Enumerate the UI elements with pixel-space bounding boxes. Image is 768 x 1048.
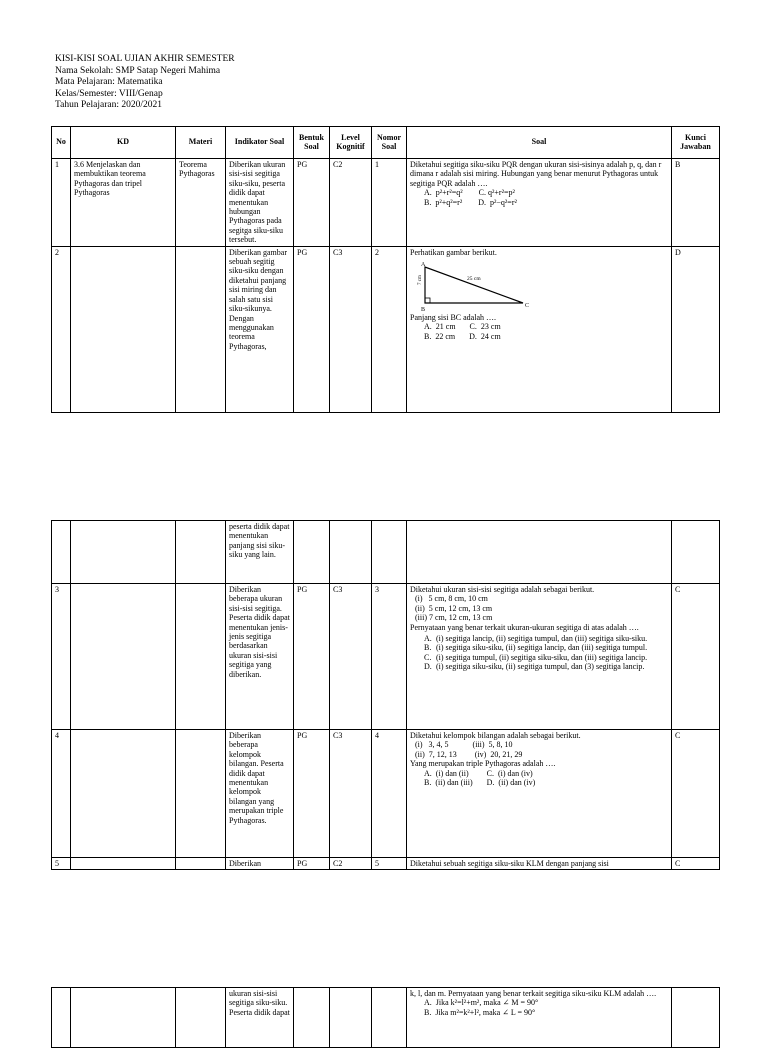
cell-nomor: 5 — [372, 858, 407, 870]
cell-indikator: peserta didik dapat menentukan panjang sisi siku- siku yang lain. — [226, 521, 294, 584]
cell-soal — [407, 988, 672, 1048]
list-item: (i) 5 cm, 8 cm, 10 cm — [415, 594, 488, 604]
answer-option: A. (i) segitiga lancip, (ii) segitiga tumpul, dan (iii) segitiga siku-siku. — [424, 634, 648, 644]
answer-options-line: B. Jika m²=k²+l², maka ∠ L = 90° — [424, 1007, 536, 1017]
answer-options-line: B. 22 cm D. 24 cm — [424, 331, 501, 341]
school-name: Nama Sekolah: SMP Satap Negeri Mahima — [55, 65, 221, 76]
list-item: (i) 3, 4, 5 (iii) 5, 8, 10 — [415, 740, 513, 750]
question-text: Yang merupakan triple Pythagoras adalah …. — [410, 759, 556, 769]
cell-kunci: D — [672, 246, 720, 412]
kisi-table-page3 — [51, 987, 720, 1048]
cell-bentuk: PG — [294, 159, 330, 247]
question-intro: Diketahui kelompok bilangan adalah sebagai berikut. — [410, 731, 581, 740]
col-header-level: Level Kognitif — [330, 127, 372, 159]
question-text: Pernyataan yang benar terkait ukuran-ukuran segitiga di atas adalah …. — [410, 622, 639, 632]
cell-bentuk: PG — [294, 246, 330, 412]
table-row — [52, 521, 720, 584]
answer-options-line: A. 21 cm C. 23 cm — [424, 322, 501, 332]
side-label: 7 cm — [418, 275, 423, 286]
cell-indikator: Diberikan beberapa ukuran sisi-sisi segitiga. Peserta didik dapat menentukan jenis-jenis segitiga berdasarkan ukuran sisi-sisi segitiga yang diberikan. — [226, 584, 294, 730]
class-semester: Kelas/Semester: VIII/Genap — [55, 88, 163, 99]
kisi-table-page2 — [51, 520, 720, 870]
cell-indikator: ukuran sisi-sisi segitiga siku-siku. Peserta didik dapat — [226, 988, 294, 1048]
col-header-kunci: Kunci Jawaban — [672, 127, 720, 159]
answer-options-line: A. Jika k²=l²+m², maka ∠ M = 90° — [424, 998, 539, 1008]
col-header-materi: Materi — [176, 127, 226, 159]
col-header-no: No — [52, 127, 71, 159]
cell-indikator: Diberikan beberapa kelompok bilangan. Peserta didik dapat menentukan kelompok bilangan yang merupakan triple Pythagoras. — [226, 730, 294, 858]
triangle-figure — [413, 261, 533, 311]
cell-nomor: 4 — [372, 730, 407, 858]
cell-nomor: 3 — [372, 584, 407, 730]
cell-level: C3 — [330, 584, 372, 730]
table-row — [52, 584, 720, 730]
cell-indikator: Diberikan — [226, 858, 294, 870]
list-item: (ii) 7, 12, 13 (iv) 20, 21, 29 — [415, 749, 523, 759]
vertex-label-c: C — [525, 303, 530, 310]
table-row — [52, 988, 720, 1048]
academic-year: Tahun Pelajaran: 2020/2021 — [55, 100, 162, 111]
vertex-label-a: A — [421, 262, 426, 269]
cell-level: C3 — [330, 246, 372, 412]
cell-level: C2 — [330, 159, 372, 247]
cell-nomor: 2 — [372, 246, 407, 412]
cell-no: 4 — [52, 730, 71, 858]
table-header-row — [52, 127, 720, 159]
answer-option: C. (i) segitiga tumpul, (ii) segitiga siku-siku, dan (iii) segitiga lancip. — [424, 652, 648, 662]
answer-option: B. (i) segitiga siku-siku, (ii) segitiga lancip, dan (iii) segitiga tumpul. — [424, 643, 648, 653]
col-header-kd: KD — [71, 127, 176, 159]
cell-kd — [71, 246, 176, 412]
answer-options-line: A. p²+r²=q² C. q²+r²=p² — [424, 188, 515, 198]
cell-nomor: 1 — [372, 159, 407, 247]
cell-no: 2 — [52, 246, 71, 412]
question-text: Panjang sisi BC adalah …. — [410, 313, 496, 323]
list-item: (ii) 5 cm, 12 cm, 13 cm — [415, 603, 493, 613]
answer-options-line: B. (ii) dan (iii) D. (ii) dan (iv) — [424, 778, 536, 788]
col-header-indikator: Indikator Soal — [226, 127, 294, 159]
question-intro: Perhatikan gambar berikut. — [410, 247, 497, 257]
cell-materi — [176, 246, 226, 412]
cell-indikator: Diberikan gambar sebuah segitig siku-siku dengan diketahui panjang sisi miring dan salah satu sisi siku-sikunya. Dengan menggunakan teorema Pythagoras, — [226, 246, 294, 412]
cell-materi: Teorema Pythagoras — [176, 159, 226, 247]
cell-soal — [407, 730, 672, 858]
subject-name: Mata Pelajaran: Matematika — [55, 77, 163, 88]
answer-option: D. (i) segitiga siku-siku, (ii) segitiga tumpul, dan (3) segitiga lancip. — [424, 662, 645, 672]
vertex-label-b: B — [421, 307, 426, 312]
kisi-table-page1 — [51, 126, 720, 413]
answer-options-line: A. (i) dan (ii) C. (i) dan (iv) — [424, 768, 533, 778]
question-intro: Diketahui ukuran sisi-sisi segitiga adalah sebagai berikut. — [410, 585, 595, 594]
cell-bentuk: PG — [294, 584, 330, 730]
table-row — [52, 858, 720, 870]
cell-kunci: C — [672, 584, 720, 730]
cell-kunci: C — [672, 730, 720, 858]
document-header — [55, 54, 235, 112]
question-text: Diketahui segitiga siku-siku PQR dengan ukuran sisi-sisinya adalah p, q, dan r dimana r adalah sisi miring. Hubungan yang benar menurut Pythagoras untuk segitiga PQR adalah …. — [410, 160, 662, 188]
cell-kd: 3.6 Menjelaskan dan membuktikan teorema Pythagoras dan tripel Pythagoras — [71, 159, 176, 247]
cell-soal: Diketahui sebuah segitiga siku-siku KLM dengan panjang sisi — [407, 858, 672, 870]
table-row — [52, 730, 720, 858]
cell-indikator: Diberikan ukuran sisi-sisi segitiga siku-siku, peserta didik dapat menentukan hubungan Pythagoras pada segitga siku-siku tersebut. — [226, 159, 294, 247]
cell-soal — [407, 584, 672, 730]
cell-level: C3 — [330, 730, 372, 858]
question-text: k, l, dan m. Pernyataan yang benar terkait segitiga siku-siku KLM adalah …. — [410, 989, 657, 998]
col-header-bentuk: Bentuk Soal — [294, 127, 330, 159]
cell-kunci: B — [672, 159, 720, 247]
cell-kunci: C — [672, 858, 720, 870]
table-row — [52, 159, 720, 247]
cell-no: 5 — [52, 858, 71, 870]
cell-soal — [407, 159, 672, 247]
cell-bentuk: PG — [294, 730, 330, 858]
cell-level: C2 — [330, 858, 372, 870]
document-title: KISI-KISI SOAL UJIAN AKHIR SEMESTER — [55, 54, 235, 64]
list-item: (iii) 7 cm, 12 cm, 13 cm — [415, 613, 493, 623]
cell-no: 1 — [52, 159, 71, 247]
col-header-soal: Soal — [407, 127, 672, 159]
cell-no: 3 — [52, 584, 71, 730]
cell-bentuk: PG — [294, 858, 330, 870]
col-header-nomor: Nomor Soal — [372, 127, 407, 159]
hypotenuse-label: 25 cm — [467, 276, 481, 283]
table-row — [52, 246, 720, 412]
cell-soal — [407, 246, 672, 412]
answer-options-line: B. p²+q²=r² D. p²−q²=r² — [424, 197, 517, 207]
